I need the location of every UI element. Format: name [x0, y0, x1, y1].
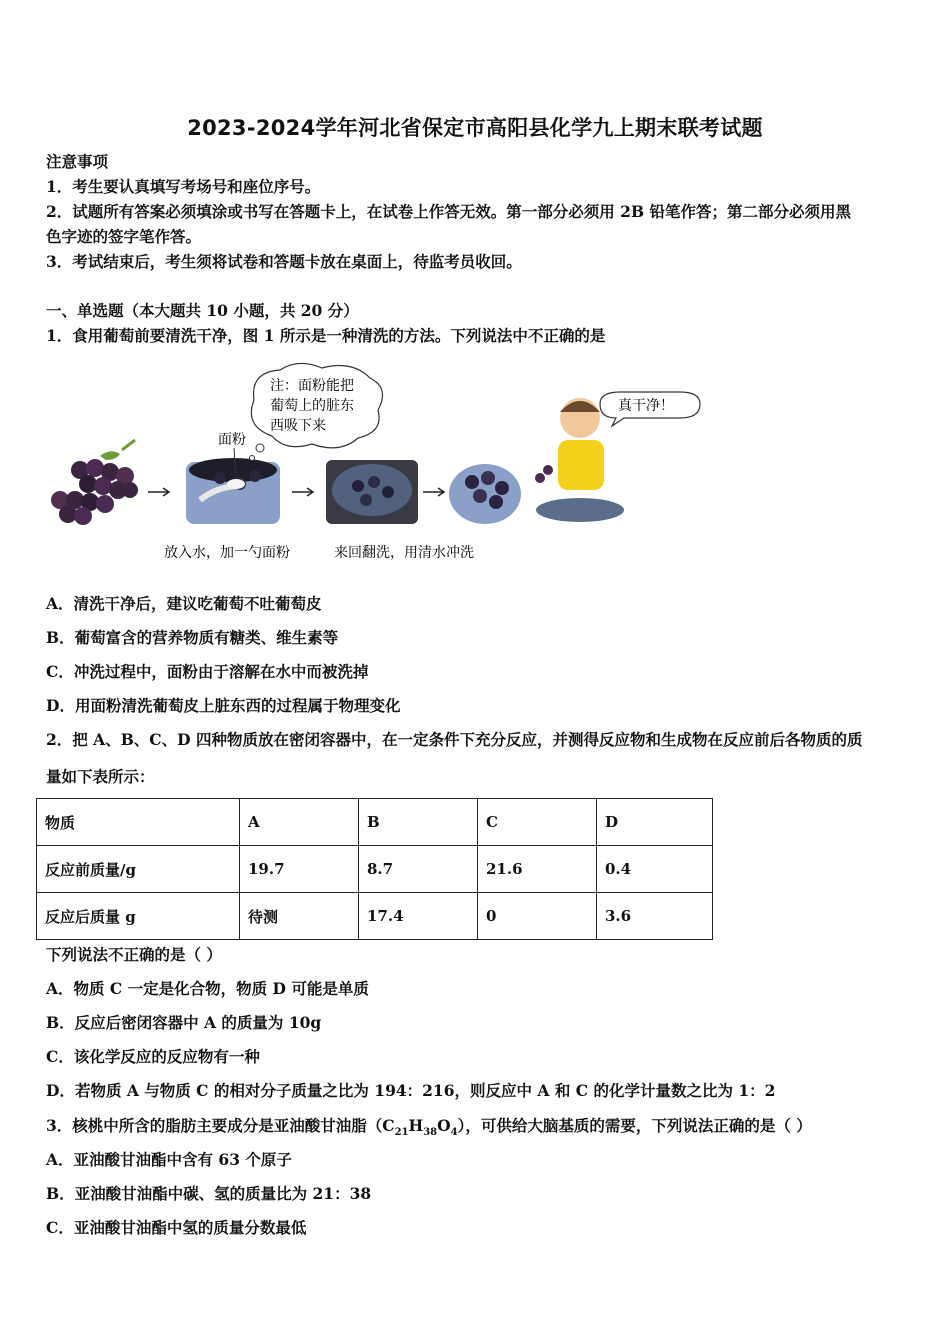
table-cell: B [359, 799, 478, 846]
notice-heading: 注意事项 [46, 152, 109, 171]
bowl-clean-grapes [449, 464, 521, 524]
page-title: 2023-2024学年河北省保定市高阳县化学九上期末联考试题 [187, 116, 763, 140]
kid-speech-bubble [600, 392, 700, 426]
pot-with-flour [186, 431, 280, 524]
q2-option-d: D．若物质 A 与物质 C 的相对分子质量之比为 194：216，则反应中 A 和 C 的化学计量数之比为 1：2 [46, 1081, 776, 1100]
q3-formula-h: H [408, 1116, 424, 1135]
table-row [37, 846, 713, 893]
caption-left: 放入水，加一勺面粉 [164, 545, 290, 561]
q2-prompt: 下列说法不正确的是（ ） [46, 945, 222, 964]
table-cell: 21.6 [478, 846, 597, 893]
table-row [37, 893, 713, 940]
q3-stem-start: 3．核桃中所含的脂肪主要成分是亚油酸甘油脂（C [46, 1116, 395, 1135]
q3-option-c: C．亚油酸甘油酯中氢的质量分数最低 [46, 1218, 307, 1237]
question-1-stem: 1．食用葡萄前要清洗干净，图 1 所示是一种清洗的方法。下列说法中不正确的是 [46, 326, 606, 345]
q1-option-b: B．葡萄富含的营养物质有糖类、维生素等 [46, 628, 339, 647]
table-cell: 待测 [240, 893, 359, 940]
q1-option-c: C．冲洗过程中，面粉由于溶解在水中而被洗掉 [46, 662, 369, 681]
question-3-stem [46, 1115, 812, 1144]
table-cell: 0.4 [597, 846, 713, 893]
notice-item-2: 2．试题所有答案必须填涂或书写在答题卡上，在试卷上作答无效。第一部分必须用 2B 铅笔作答；第二部分必须用黑 [46, 202, 851, 221]
notice-item-1: 1．考生要认真填写考场号和座位序号。 [46, 177, 321, 196]
q2-option-a: A．物质 C 一定是化合物，物质 D 可能是单质 [46, 979, 369, 998]
q1-option-d: D．用面粉清洗葡萄皮上脏东西的过程属于物理变化 [46, 696, 401, 715]
q3-sub-1: 21 [394, 1127, 409, 1139]
table-cell: D [597, 799, 713, 846]
table-cell: 17.4 [359, 893, 478, 940]
table-cell: 3.6 [597, 893, 713, 940]
table-cell: 0 [478, 893, 597, 940]
table-header-row [37, 799, 713, 846]
bubble-line-2: 葡萄上的脏东 [270, 398, 354, 414]
grapes-illustration [51, 440, 138, 525]
notice-item-3: 3．考试结束后，考生须将试卷和答题卡放在桌面上，待监考员收回。 [46, 252, 522, 271]
flour-label: 面粉 [218, 432, 246, 448]
table-cell: C [478, 799, 597, 846]
q2-option-b: B．反应后密闭容器中 A 的质量为 10g [46, 1013, 322, 1032]
bubble-line-3: 西吸下来 [270, 418, 326, 434]
table-cell: 19.7 [240, 846, 359, 893]
q1-option-a: A．清洗干净后，建议吃葡萄不吐葡萄皮 [46, 594, 322, 613]
q3-sub-3: 4 [450, 1127, 458, 1139]
note-thought-bubble [250, 363, 383, 460]
q3-option-a: A．亚油酸甘油酯中含有 63 个原子 [46, 1150, 292, 1169]
arrow-icon [292, 488, 313, 496]
q3-sub-2: 38 [423, 1127, 438, 1139]
section-heading: 一、单选题（本大题共 10 小题，共 20 分） [46, 301, 359, 320]
table-cell: A [240, 799, 359, 846]
mass-table [36, 798, 713, 940]
q3-option-b: B．亚油酸甘油酯中碳、氢的质量比为 21：38 [46, 1184, 372, 1203]
table-cell: 物质 [37, 799, 240, 846]
q3-formula-o: O [437, 1116, 451, 1135]
arrow-icon [423, 488, 444, 496]
table-cell: 反应后质量 g [37, 893, 240, 940]
q2-option-c: C．该化学反应的反应物有一种 [46, 1047, 260, 1066]
table-cell: 8.7 [359, 846, 478, 893]
grape-washing-figure [40, 360, 720, 570]
colander-rinsing [326, 460, 418, 524]
arrow-icon [148, 488, 169, 496]
caption-right: 来回翻洗，用清水冲洗 [334, 545, 474, 561]
q3-stem-end: ），可供给大脑基质的需要，下列说法正确的是（ ） [457, 1116, 812, 1135]
kid-bubble-text: 真干净！ [618, 398, 674, 414]
table-cell: 反应前质量/g [37, 846, 240, 893]
notice-item-2-cont: 色字迹的签字笔作答。 [46, 227, 202, 246]
bubble-line-1: 注：面粉能把 [270, 378, 354, 394]
question-2-stem-cont: 量如下表所示： [46, 767, 155, 786]
question-2-stem: 2．把 A、B、C、D 四种物质放在密闭容器中，在一定条件下充分反应，并测得反应物和生成物在反应前后各物质的质 [46, 730, 863, 749]
